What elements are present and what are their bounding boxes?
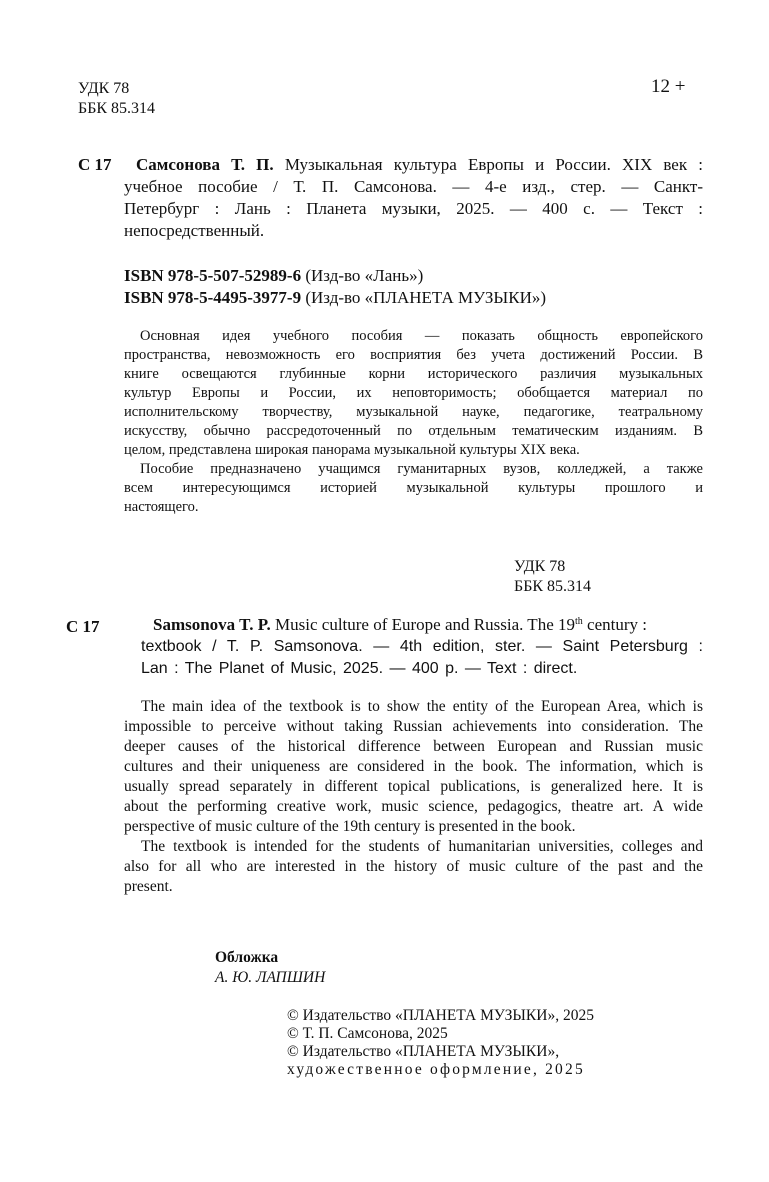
en-record-title: Music culture of Europe and Russia. The 19 (275, 615, 575, 634)
isbn-number: ISBN 978-5-4495-3977-9 (124, 288, 302, 307)
copyright-line: © Т. П. Самсонова, 2025 (287, 1025, 448, 1042)
ru-abstract-line: культур Европы и России, их неповторимость; обобщается материал по (124, 385, 703, 401)
ru-record-author: Самсонова Т. П. (136, 155, 274, 174)
ru-abstract-line: исполнительскому творчеству, музыкальной науке, педагогике, театральному (124, 404, 703, 420)
en-abstract-line: impossible to perceive without taking Russian achievements into consideration. The (124, 718, 703, 735)
cover-artist: А. Ю. ЛАПШИН (215, 969, 326, 986)
isbn-number: ISBN 978-5-507-52989-6 (124, 266, 302, 285)
ru-record-line-1 (136, 154, 703, 176)
copyright-line: © Издательство «ПЛАНЕТА МУЗЫКИ», 2025 (287, 1007, 594, 1024)
en-abstract-line: present. (124, 878, 173, 895)
isbn-publisher: (Изд-во «Лань») (305, 266, 424, 285)
udk-code: УДК 78 (78, 80, 130, 97)
en-record-code: С 17 (66, 617, 100, 636)
ru-abstract-line: пространства, невозможность его восприятия без учета достижений России. В (124, 347, 703, 363)
en-abstract-line: about the performing creative work, music science, pedagogics, theatre art. A wide (124, 798, 703, 815)
ru-abstract-line: книге освещаются глубинные корни исторического различия музыкальных (124, 366, 703, 382)
ru-abstract-line: Основная идея учебного пособия — показать общность европейского (140, 328, 703, 344)
en-record-line-3: Lan : The Planet of Music, 2025. — 400 p. — Text : direct. (141, 660, 578, 677)
en-abstract-line: The textbook is intended for the students of humanitarian universities, colleges and (141, 838, 703, 855)
copyright-line: художественное оформление, 2025 (287, 1061, 585, 1078)
en-abstract-line: The main idea of the textbook is to show the entity of the European Area, which is (141, 698, 703, 715)
ru-record-title: Музыкальная культура Европы и России. XIX век : (284, 155, 704, 174)
en-record-author: Samsonova T. P. (153, 615, 271, 634)
en-abstract-line: also for all who are interested in the history of music culture of the past and the (124, 858, 703, 875)
isbn-line (124, 287, 546, 309)
en-bbk-code: ББК 85.314 (514, 578, 592, 595)
en-record-line-2: textbook / T. P. Samsonova. — 4th edition, ster. — Saint Petersburg : (141, 638, 703, 655)
isbn-line (124, 265, 423, 287)
ru-record-code: С 17 (78, 155, 112, 174)
ru-abstract-line: настоящего. (124, 499, 199, 515)
en-abstract-line: deeper causes of the historical difference between European and Russian music (124, 738, 703, 755)
en-record-line-1 (153, 614, 647, 636)
ru-abstract-line: Пособие предназначено учащимся гуманитарных вузов, колледжей, а также (140, 461, 703, 477)
ru-record-line-2: учебное пособие / Т. П. Самсонова. — 4-е изд., стер. — Санкт- (124, 177, 703, 196)
bbk-code: ББК 85.314 (78, 100, 156, 117)
en-record-title-sup: th (575, 616, 583, 627)
age-rating: 12 + (651, 76, 686, 97)
en-abstract-line: cultures and their uniqueness are considered in the book. The information, which is (124, 758, 703, 775)
copyright-line: © Издательство «ПЛАНЕТА МУЗЫКИ», (287, 1043, 560, 1060)
ru-record-line-3: Петербург : Лань : Планета музыки, 2025. — 400 с. — Текст : (124, 199, 703, 218)
ru-abstract-line: искусству, обычно рассредоточенный по отдельным тематическим изданиям. В (124, 423, 703, 439)
en-abstract-line: usually spread separately in different topical publications, is generalized here. It is (124, 778, 703, 795)
en-udk-code: УДК 78 (514, 558, 566, 575)
ru-abstract-line: целом, представлена широкая панорама музыкальной культуры XIX века. (124, 442, 580, 458)
isbn-publisher: (Изд-во «ПЛАНЕТА МУЗЫКИ») (305, 288, 547, 307)
cover-label: Обложка (215, 949, 279, 966)
ru-record-line-4: непосредственный. (124, 221, 265, 240)
en-abstract-line: perspective of music culture of the 19th century is presented in the book. (124, 818, 576, 835)
ru-abstract-line: всем интересующимся историей музыкальной культуры прошлого и (124, 480, 703, 496)
en-record-title-end: century : (582, 615, 647, 634)
